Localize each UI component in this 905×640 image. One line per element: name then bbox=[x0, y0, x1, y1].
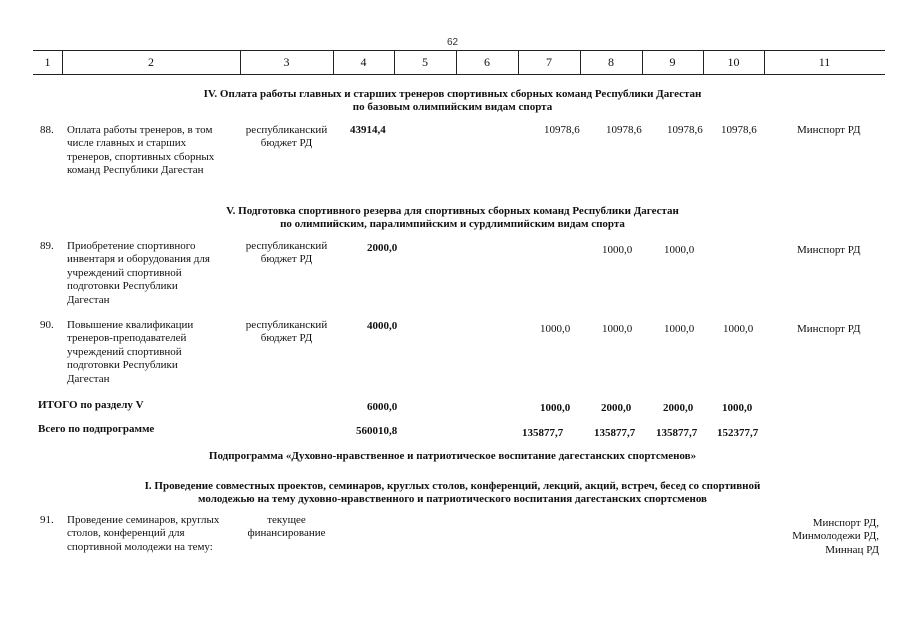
col7-value: 135877,7 bbox=[522, 427, 564, 439]
row-number: 91. bbox=[40, 514, 54, 526]
section-heading: молодежью на тему духовно-нравственного и патриотического воспитания дагестанских спортсменов bbox=[198, 493, 707, 505]
section-heading: V. Подготовка спортивного резерва для спортивных сборных команд Республики Дагестан bbox=[226, 205, 679, 217]
section-heading: по базовым олимпийским видам спорта bbox=[352, 101, 553, 113]
subprogram-title: Подпрограмма «Духовно-нравственное и патриотическое воспитание дагестанских спортсменов» bbox=[208, 450, 697, 462]
col8-value: 1000,0 bbox=[602, 323, 633, 335]
col8-value: 1000,0 bbox=[602, 244, 633, 256]
section-heading: IV. Оплата работы главных и старших тренеров спортивных сборных команд Республики Дагестан bbox=[203, 88, 702, 100]
header-col-9: 9 bbox=[669, 55, 676, 69]
header-col-5: 5 bbox=[422, 55, 428, 69]
header-col-3: 3 bbox=[283, 55, 290, 69]
executor: Минспорт РД bbox=[797, 323, 861, 335]
total-amount: 560010,8 bbox=[356, 425, 398, 437]
header-col-4: 4 bbox=[360, 55, 367, 69]
header-col-8: 8 bbox=[608, 55, 614, 69]
col10-value: 1000,0 bbox=[723, 323, 754, 335]
col10-value: 10978,6 bbox=[721, 124, 757, 136]
row-name: Приобретение спортивного инвентаря и оборудования для учреждений спортивной подготовки Республики Дагестан bbox=[67, 240, 210, 306]
col9-value: 1000,0 bbox=[664, 323, 695, 335]
total-amount: 2000,0 bbox=[367, 242, 398, 254]
header-col-10: 10 bbox=[727, 55, 740, 69]
section-heading: по олимпийским, паралимпийским и сурдлимпийским видам спорта bbox=[280, 218, 625, 230]
col10-value: 1000,0 bbox=[722, 402, 753, 414]
header-top-rule bbox=[33, 50, 885, 51]
col8-value: 2000,0 bbox=[601, 402, 632, 414]
row-name: Оплата работы тренеров, в том числе главных и старших тренеров, спортивных сборных команд Республики Дагестан bbox=[67, 124, 215, 177]
executor: Минспорт РД bbox=[797, 244, 861, 256]
header-col-6: 6 bbox=[484, 55, 490, 69]
subtotal-label: Всего по подпрограмме bbox=[38, 423, 155, 435]
col10-value: 152377,7 bbox=[717, 427, 759, 439]
row-name: Повышение квалификации тренеров-преподавателей учреждений спортивной подготовки Республики Дагестан bbox=[67, 319, 194, 385]
section-heading: I. Проведение совместных проектов, семинаров, круглых столов, конференций, лекций, акций, встреч, бесед со спортивной bbox=[144, 480, 761, 492]
header-bottom-rule bbox=[33, 74, 885, 75]
funding-source: республиканский бюджет РД bbox=[245, 124, 328, 150]
header-col-1: 1 bbox=[44, 55, 51, 69]
header-col-7: 7 bbox=[546, 55, 552, 69]
row-number: 89. bbox=[40, 240, 54, 252]
col8-value: 10978,6 bbox=[606, 124, 642, 136]
col7-value: 1000,0 bbox=[540, 402, 571, 414]
funding-source: республиканский бюджет РД bbox=[245, 240, 328, 266]
executor: Минспорт РД, Минмолодежи РД, Миннац РД bbox=[792, 517, 879, 556]
total-amount: 6000,0 bbox=[367, 401, 398, 413]
col8-value: 135877,7 bbox=[594, 427, 636, 439]
total-label: ИТОГО по разделу V bbox=[38, 399, 144, 411]
executor: Минспорт РД bbox=[797, 124, 861, 136]
total-amount: 43914,4 bbox=[350, 124, 386, 136]
total-amount: 4000,0 bbox=[367, 320, 398, 332]
header-col-11: 11 bbox=[818, 55, 831, 69]
row-name: Проведение семинаров, круглых столов, конференций для спортивной молодежи на тему: bbox=[67, 514, 220, 553]
funding-source: текущее финансирование bbox=[247, 514, 326, 540]
row-number: 90. bbox=[40, 319, 54, 331]
col7-value: 1000,0 bbox=[540, 323, 571, 335]
row-number: 88. bbox=[40, 124, 54, 136]
header-col-2: 2 bbox=[148, 55, 154, 69]
col7-value: 10978,6 bbox=[544, 124, 580, 136]
col9-value: 135877,7 bbox=[656, 427, 698, 439]
funding-source: республиканский бюджет РД bbox=[245, 319, 328, 345]
col9-value: 10978,6 bbox=[667, 124, 703, 136]
col9-value: 2000,0 bbox=[663, 402, 694, 414]
page-number: 62 bbox=[446, 37, 459, 48]
col9-value: 1000,0 bbox=[664, 244, 695, 256]
